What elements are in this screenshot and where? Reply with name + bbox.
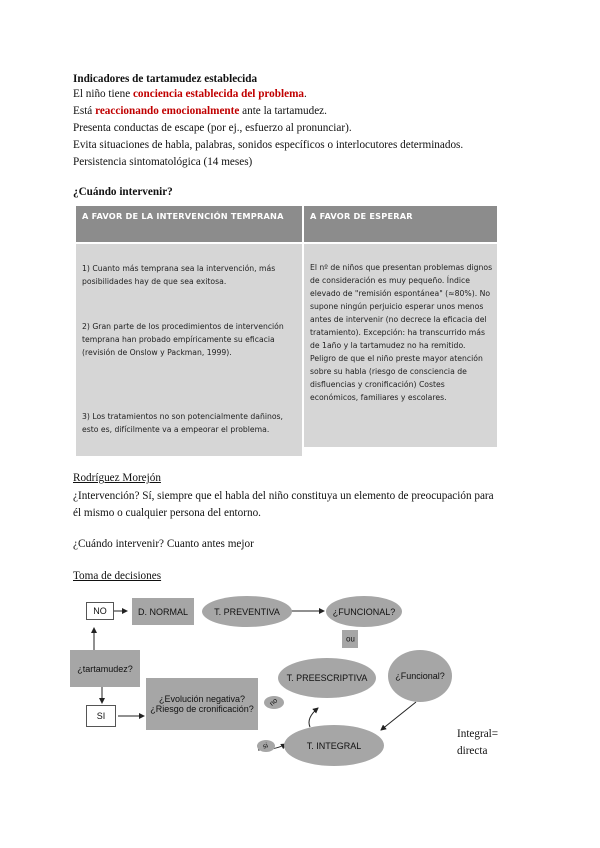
node-tartamudez: ¿tartamudez? (70, 650, 140, 687)
node-no-small (342, 630, 358, 648)
indicator-line-5: Persistencia sintomatológica (14 meses) (73, 156, 253, 168)
evolucion-line-2: ¿Riesgo de cronificación? (150, 704, 254, 714)
decisions-heading: Toma de decisiones (73, 570, 162, 582)
intervention-table (76, 206, 497, 456)
node-d-normal: D. NORMAL (132, 598, 194, 625)
indicator-line-1-highlight: conciencia establecida del problema (132, 88, 304, 100)
arrow-funcional-to-integral (381, 702, 416, 730)
indicators-heading: Indicadores de tartamudez establecida (73, 73, 258, 85)
decision-diagram (66, 590, 536, 770)
early-item-1: 1) Cuanto más temprana sea la intervención, más posibilidades hay de que sea exitosa. (82, 264, 276, 286)
table-cell-early (76, 244, 302, 456)
early-item-2: 2) Gran parte de los procedimientos de intervención temprana han probado empíricamente su eficacia (revisión de Onslow y Packman, 1999). (82, 322, 284, 357)
rodriguez-line-1: ¿Intervención? Sí, siempre que el habla del niño constituya un elemento de preocupación para (73, 490, 494, 502)
node-si: SI (86, 705, 116, 727)
early-item-3: 3) Los tratamientos no son potencialmente dañinos, esto es, difícilmente va a empeorar el problema. (82, 412, 283, 434)
rodriguez-heading: Rodríguez Morejón (73, 472, 161, 484)
node-funcional: ¿Funcional? (388, 650, 452, 702)
rodriguez-line-3: ¿Cuándo intervenir? Cuanto antes mejor (73, 538, 254, 550)
evolucion-line-1: ¿Evolución negativa? (158, 694, 246, 704)
node-t-preventiva: T. PREVENTIVA (202, 596, 292, 627)
rodriguez-line-2: él mismo o cualquier persona del entorno. (73, 507, 261, 519)
indicator-line-2-pre: Está (73, 105, 96, 117)
indicator-line-1 (73, 87, 307, 101)
table-header-early: A FAVOR DE LA INTERVENCIÓN TEMPRANA (76, 206, 302, 242)
indicator-line-2-post: ante la tartamudez. (239, 105, 327, 117)
integral-line-2: directa (457, 745, 488, 757)
indicator-line-4: Evita situaciones de habla, palabras, sonidos específicos o interlocutores determinados. (73, 139, 464, 151)
node-si-rotated (257, 740, 275, 752)
when-heading: ¿Cuándo intervenir? (73, 186, 173, 198)
indicator-line-1-post: . (303, 88, 307, 100)
arrow-evolucion-to-preescriptiva (309, 708, 318, 727)
node-no-small-label: no (345, 634, 355, 644)
table-cell-wait (304, 244, 497, 447)
wait-text: El nº de niños que presentan problemas dignos de consideración es muy pequeño. Índice elevado de "remisión espontánea" (≈80%). No supone ningún perjuicio esperar unos menos antes de intervenir (no decrece la eficacia del tratamiento). Excepción: ha transcurrido más de 1año y la tartamudez no ha remitido. Peligro de que el niño preste mayor atención sobre su habla (riesgo de consciencia de disfluencias y cronificación) Costes económicos, familiares y escolares. (310, 263, 493, 402)
node-no-rotated (264, 696, 284, 709)
indicator-line-2-highlight: reaccionando emocionalmente (95, 105, 240, 117)
node-si-rotated-label: si (262, 741, 270, 751)
indicator-line-3: Presenta conductas de escape (por ej., esfuerzo al pronunciar). (73, 122, 352, 134)
node-t-preescriptiva: T. PREESCRIPTIVA (278, 658, 376, 698)
node-t-integral: T. INTEGRAL (284, 725, 384, 766)
indicator-line-1-pre: El niño tiene (73, 88, 133, 100)
node-no-rotated-label: no (268, 697, 280, 708)
node-funcional-caps: ¿FUNCIONAL? (326, 596, 402, 627)
indicator-line-2 (73, 104, 327, 118)
node-no: NO (86, 602, 114, 620)
integral-line-1: Integral= (457, 728, 499, 740)
table-header-wait: A FAVOR DE ESPERAR (304, 206, 497, 242)
node-evolucion (146, 678, 258, 730)
